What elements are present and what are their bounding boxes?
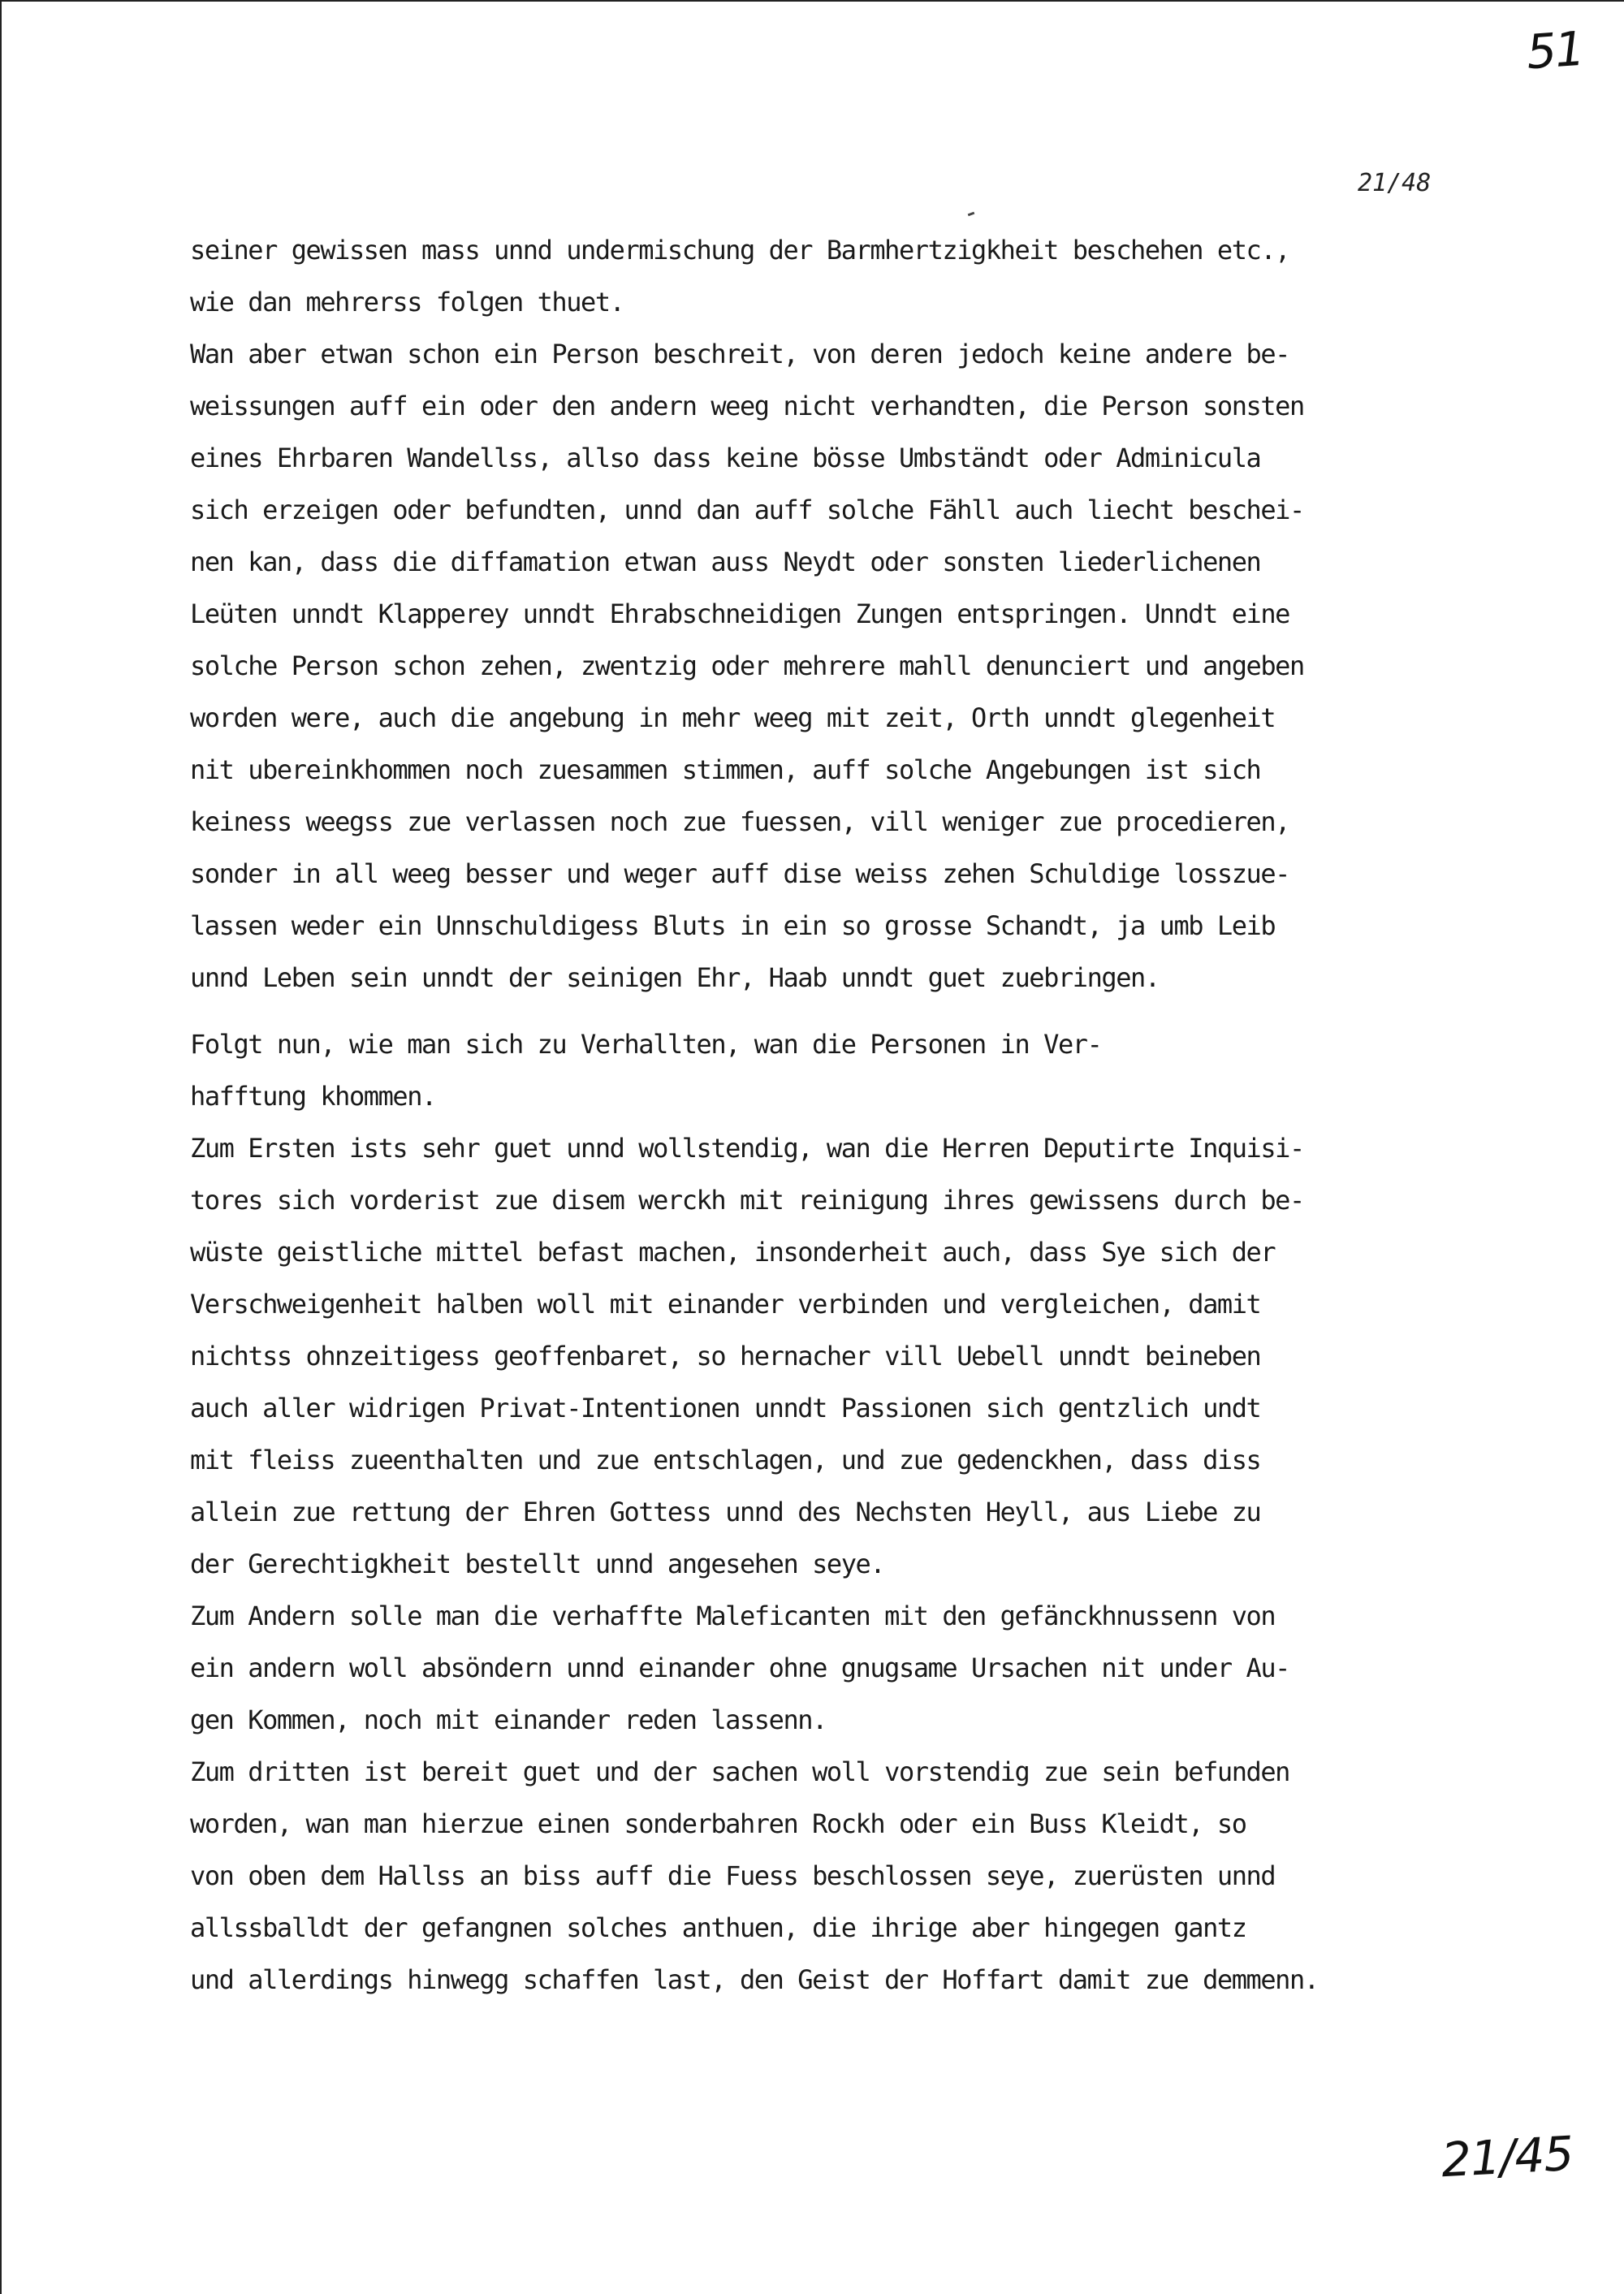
heading-line: hafftung khommen. <box>190 1081 436 1112</box>
paragraph-gap <box>190 1004 1473 1018</box>
text-line: weissungen auff ein oder den andern weeg nicht verhandten, die Person sonsten <box>190 391 1304 421</box>
heading-line: Folgt nun, wie man sich zu Verhallten, wan die Personen in Ver- <box>190 1029 1102 1060</box>
text-line: keiness weegss zue verlassen noch zue fuessen, vill weniger zue procedieren, <box>190 806 1289 837</box>
text-line: Verschweigenheit halben woll mit einander verbinden und vergleichen, damit <box>190 1289 1261 1320</box>
text-line: Zum Andern solle man die verhaffte Maleficanten mit den gefänckhnussenn von <box>190 1601 1276 1631</box>
paragraph-4 <box>190 1590 1473 1746</box>
paragraph-3 <box>190 1122 1473 1590</box>
typed-page-number: 21/48 <box>1358 169 1432 197</box>
text-line: unnd Leben sein unndt der seinigen Ehr, Haab unndt guet zuebringen. <box>190 962 1160 993</box>
section-heading <box>190 1018 1473 1122</box>
text-line: auch aller widrigen Privat-Intentionen unndt Passionen sich gentzlich undt <box>190 1393 1261 1423</box>
typed-text-body <box>190 224 1473 2006</box>
text-line: gen Kommen, noch mit einander reden lassenn. <box>190 1704 827 1735</box>
text-line: tores sich vorderist zue disem werckh mit reinigung ihres gewissens durch be- <box>190 1185 1304 1216</box>
text-line: wüste geistliche mittel befast machen, insonderheit auch, dass Sye sich der <box>190 1237 1276 1268</box>
text-line: allssballdt der gefangnen solches anthuen, die ihrige aber hingegen gantz <box>190 1912 1246 1943</box>
paragraph-5 <box>190 1746 1473 2006</box>
text-line: mit fleiss zueenthalten und zue entschlagen, und zue gedenckhen, dass diss <box>190 1445 1261 1475</box>
text-line: Zum dritten ist bereit guet und der sachen woll vorstendig zue sein befunden <box>190 1756 1289 1787</box>
text-line: nen kan, dass die diffamation etwan auss Neydt oder sonsten liederlichenen <box>190 546 1261 577</box>
text-line: worden were, auch die angebung in mehr weeg mit zeit, Orth unndt glegenheit <box>190 702 1276 733</box>
ink-mark <box>968 212 975 217</box>
text-line: und allerdings hinwegg schaffen last, den Geist der Hoffart damit zue demmenn. <box>190 1964 1319 1995</box>
text-line: worden, wan man hierzue einen sonderbahren Rockh oder ein Buss Kleidt, so <box>190 1808 1246 1839</box>
text-line: von oben dem Hallss an biss auff die Fuess beschlossen seye, zuerüsten unnd <box>190 1860 1276 1891</box>
text-line: Wan aber etwan schon ein Person beschreit, von deren jedoch keine andere be- <box>190 339 1289 369</box>
text-line: seiner gewissen mass unnd undermischung der Barmhertzigkheit beschehen etc., <box>190 235 1289 266</box>
text-line: sich erzeigen oder befundten, unnd dan auff solche Fähll auch liecht beschei- <box>190 495 1304 525</box>
text-line: lassen weder ein Unnschuldigess Bluts in ein so grosse Schandt, ja umb Leib <box>190 910 1276 941</box>
text-line: nit ubereinkhommen noch zuesammen stimmen, auff solche Angebungen ist sich <box>190 754 1261 785</box>
text-line: der Gerechtigkheit bestellt unnd angesehen seye. <box>190 1549 885 1579</box>
handwritten-archive-number: 21/45 <box>1440 2125 1574 2188</box>
paragraph-1 <box>190 224 1473 328</box>
text-line: ein andern woll absöndern unnd einander ohne gnugsame Ursachen nit under Au- <box>190 1652 1289 1683</box>
handwritten-folio-number: 51 <box>1524 20 1586 80</box>
text-line: Leüten unndt Klapperey unndt Ehrabschneidigen Zungen entspringen. Unndt eine <box>190 598 1289 629</box>
text-line: solche Person schon zehen, zwentzig oder mehrere mahll denunciert und angeben <box>190 650 1304 681</box>
text-line: wie dan mehrerss folgen thuet. <box>190 287 624 318</box>
text-line: nichtss ohnzeitigess geoffenbaret, so hernacher vill Uebell unndt beineben <box>190 1341 1261 1372</box>
text-line: sonder in all weeg besser und weger auff dise weiss zehen Schuldige losszue- <box>190 858 1289 889</box>
paragraph-2 <box>190 328 1473 1004</box>
text-line: Zum Ersten ists sehr guet unnd wollstendig, wan die Herren Deputirte Inquisi- <box>190 1133 1304 1164</box>
text-line: eines Ehrbaren Wandellss, allso dass keine bösse Umbständt oder Adminicula <box>190 443 1261 473</box>
text-line: allein zue rettung der Ehren Gottess unnd des Nechsten Heyll, aus Liebe zu <box>190 1497 1261 1527</box>
